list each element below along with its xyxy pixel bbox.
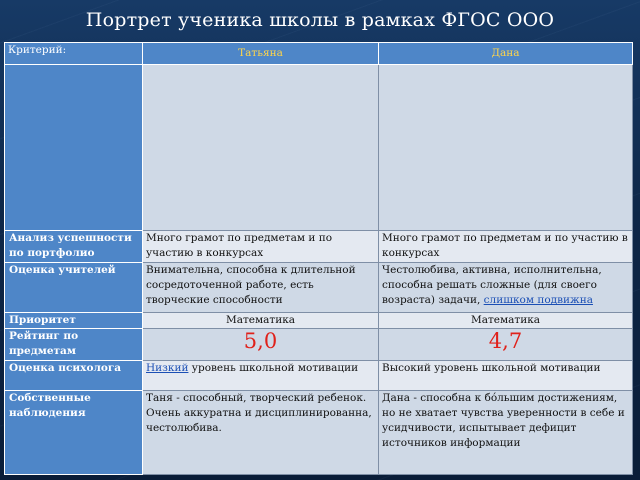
page-title: Портрет ученика школы в рамках ФГОС ООО (85, 9, 555, 31)
criterion-blank (5, 65, 143, 231)
header-row (5, 43, 633, 65)
cell-teachers-tatyana: Внимательна, способна к длительной сосредоточенной работе, есть творческие способности (143, 263, 379, 313)
cell-rating-tatyana (143, 329, 379, 361)
cell-priority-tatyana: Математика (143, 313, 379, 329)
teachers-dana-link[interactable]: слишком подвижна (483, 294, 593, 306)
table-row (5, 329, 633, 361)
cell-rating-dana (379, 329, 633, 361)
psychologist-tatyana-text: уровень школьной мотивации (188, 362, 359, 374)
cell-teachers-dana (379, 263, 633, 313)
cell-observations-dana: Дана - способна к бóльшим достижениям, но не хватает чувства уверенности в себе и усидчивости, испытывает дефицит источников информации (379, 391, 633, 475)
table-row (5, 391, 633, 475)
criterion-psychologist: Оценка психолога (5, 361, 143, 391)
cell-portfolio-tatyana: Много грамот по предметам и по участию в конкурсах (143, 231, 379, 263)
psychologist-tatyana-link[interactable]: Низкий (146, 362, 189, 374)
table-row (5, 263, 633, 313)
rating-value-dana: 4,7 (488, 329, 523, 353)
criterion-rating: Рейтинг по предметам (5, 329, 143, 361)
criterion-observations: Собственные наблюдения (5, 391, 143, 475)
student-name-tatyana: Татьяна (143, 43, 379, 65)
cell-psychologist-dana: Высокий уровень школьной мотивации (379, 361, 633, 391)
criterion-teachers: Оценка учителей (5, 263, 143, 313)
photo-placeholder-tatyana (143, 65, 379, 231)
cell-observations-tatyana: Таня - способный, творческий ребенок. Очень аккуратна и дисциплинированна, честолюбива. (143, 391, 379, 475)
photo-placeholder-dana (379, 65, 633, 231)
photo-row (5, 65, 633, 231)
student-portrait-table (4, 42, 633, 475)
table-row (5, 361, 633, 391)
cell-priority-dana: Математика (379, 313, 633, 329)
rating-value-tatyana: 5,0 (243, 329, 278, 353)
teachers-dana-text: Честолюбива, активна, исполнительна, способна решать сложные (для своего возраста) задачи, (382, 264, 602, 306)
student-name-dana: Дана (379, 43, 633, 65)
criterion-header: Критерий: (5, 43, 143, 65)
table-row (5, 313, 633, 329)
table-row (5, 231, 633, 263)
criterion-portfolio: Анализ успешности по портфолио (5, 231, 143, 263)
criterion-priority: Приоритет (5, 313, 143, 329)
cell-psychologist-tatyana (143, 361, 379, 391)
cell-portfolio-dana: Много грамот по предметам и по участию в конкурсах (379, 231, 633, 263)
